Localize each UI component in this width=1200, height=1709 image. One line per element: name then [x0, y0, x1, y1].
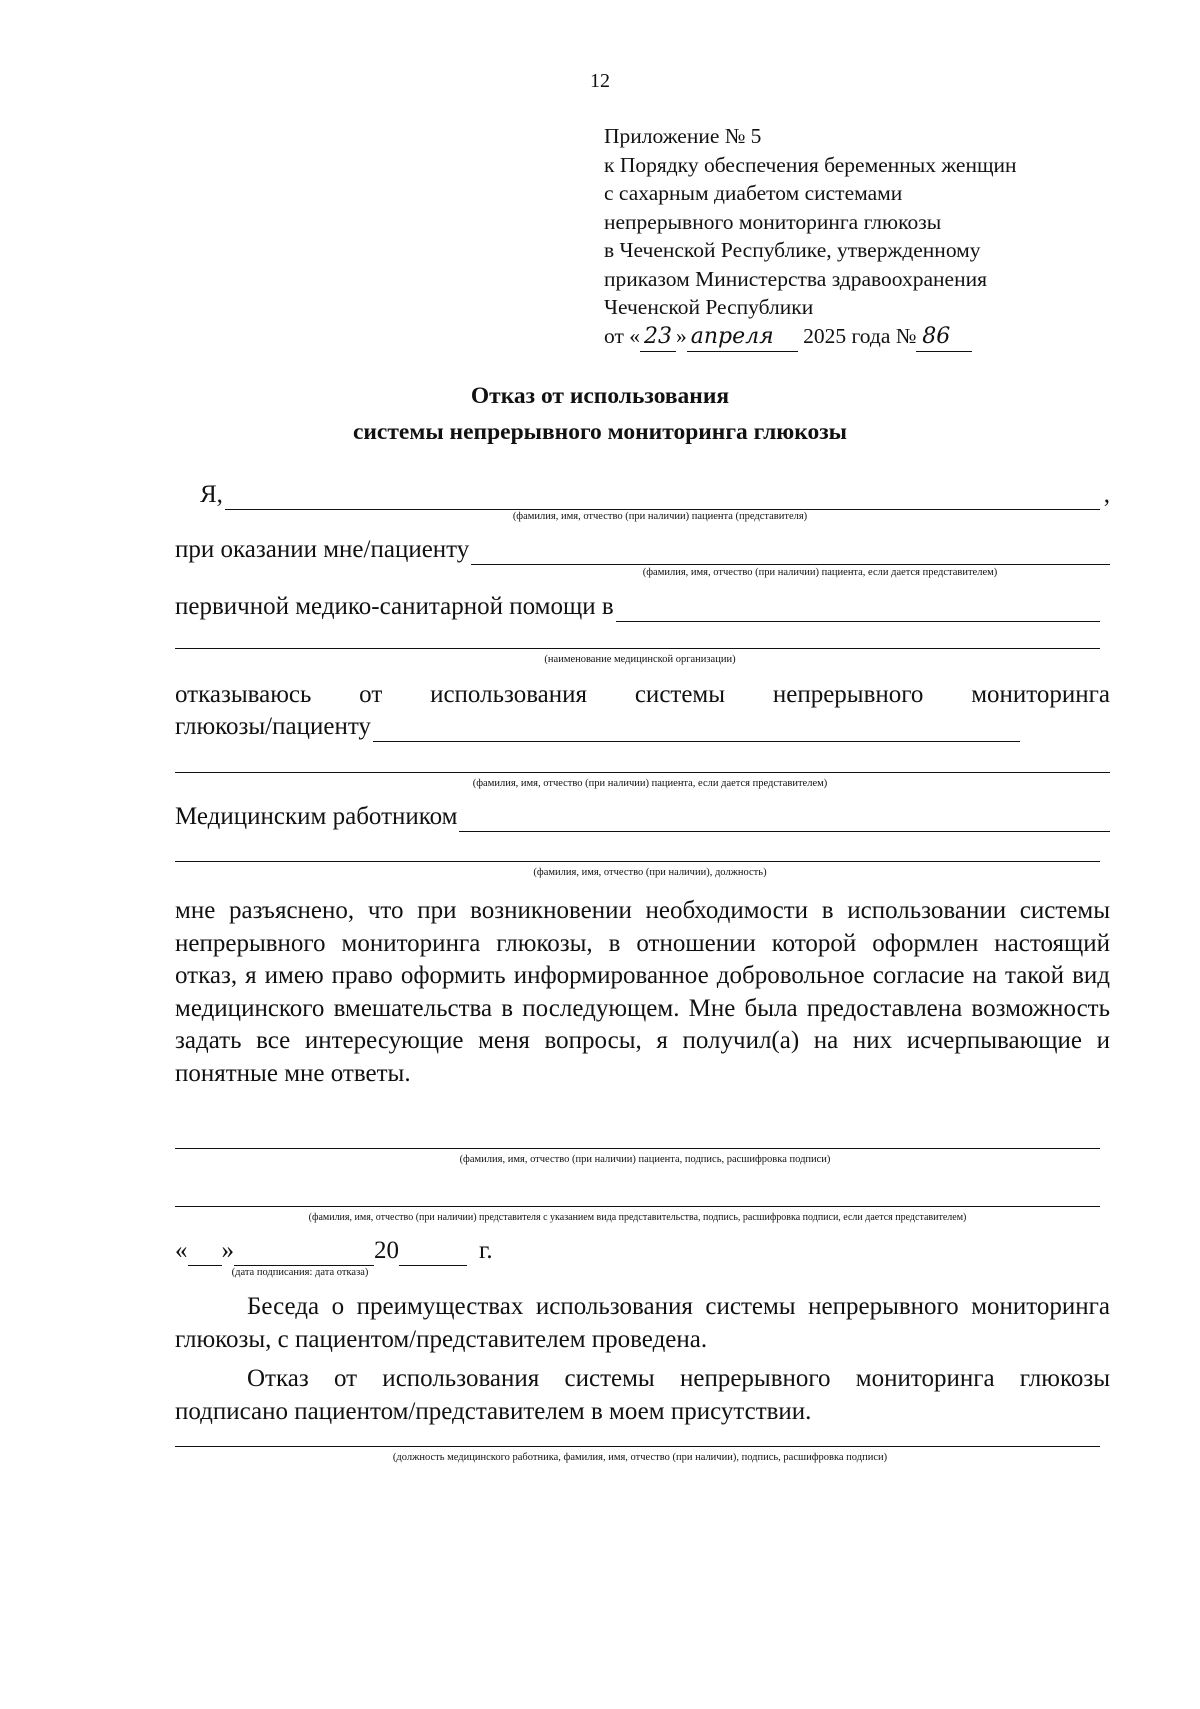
refuse-label: глюкозы/пациенту [175, 713, 371, 740]
date-open: « [175, 1237, 188, 1264]
annex-line: с сахарным диабетом системами [604, 181, 903, 205]
worker-signature-line[interactable] [175, 1446, 1100, 1447]
patient-name-field[interactable] [225, 485, 1100, 510]
medworker-field[interactable] [459, 807, 1110, 832]
date-year-text: 2025 года № [803, 323, 917, 348]
rep-signature-line[interactable] [175, 1206, 1100, 1207]
date-prefix: от « [604, 323, 640, 348]
date-year-suffix: г. [479, 1237, 493, 1264]
date-quote-close: » [676, 323, 687, 348]
explanation-paragraph: мне разъяснено, что при возникновении необходимости в использовании системы непрерывного мониторинга глюкозы, в отношении которой оформлен настоящий отказ, я имею право оформить информированное добровольное согласие на такой вид медицинского вмешательства в последующем. Мне была предоставлена возможность задать все интересующие меня вопросы, я получил(а) на них исчерпывающие и понятные мне ответы. [175, 897, 1110, 1087]
date-close: » [221, 1237, 234, 1264]
organization-line-2[interactable] [175, 648, 1100, 649]
handwritten-order-number: 86 [916, 323, 972, 353]
date-century: 20 [374, 1237, 399, 1264]
refuse-patient-field[interactable] [373, 717, 1020, 742]
annex-line: к Порядку обеспечения беременных женщин [604, 152, 1017, 177]
refuse-text: отказываюсь от использования системы непрерывного мониторинга [175, 681, 1110, 708]
caption-date: (дата подписания: дата отказа) [231, 1267, 369, 1278]
annex-line: приказом Министерства здравоохранения [604, 266, 988, 291]
annex-line: Приложение № 5 [604, 124, 762, 148]
annex-line: непрерывного мониторинга глюкозы [604, 209, 942, 234]
caption-patient-signature: (фамилия, имя, отчество (при наличии) пациента, подпись, расшифровка подписи) [459, 1154, 831, 1165]
title-line: Отказ от использования [470, 383, 730, 409]
handwritten-day: 23 [640, 323, 676, 353]
title-line: системы непрерывного мониторинга глюкозы [352, 419, 848, 445]
comma: , [1103, 481, 1110, 508]
provision-patient-field[interactable] [471, 540, 1110, 565]
caption-org: (наименование медицинской организации) [544, 654, 736, 665]
caption-patient-if-rep: (фамилия, имя, отчество (при наличии) пациента, если дается представителем) [642, 567, 998, 578]
provision-row [175, 535, 1110, 565]
conversation-paragraph: Беседа о преимуществах использования системы непрерывного мониторинга глюкозы, с пациентом/представителем проведена. [175, 1293, 1110, 1353]
caption-patient-if-rep-2: (фамилия, имя, отчество (при наличии) пациента, если дается представителем) [472, 778, 828, 789]
provision-label: при оказании мне/пациенту [175, 536, 470, 563]
caption-rep-signature: (фамилия, имя, отчество (при наличии) представителя с указанием вида представительства, подпись, расшифровка подписи, если дается представителем) [308, 1212, 967, 1223]
annex-line: в Чеченской Республике, утвержденному [604, 238, 981, 262]
caption-worker-signature: (должность медицинского работника, фамилия, имя, отчество (при наличии), подпись, расшифровка подписи) [392, 1452, 888, 1463]
medworker-label: Медицинским работником [175, 803, 458, 830]
date-day-field[interactable] [188, 1241, 222, 1266]
date-month-field[interactable] [234, 1241, 374, 1266]
patient-name-row [175, 480, 1110, 510]
refuse-row [175, 712, 1020, 742]
medworker-row [175, 802, 1110, 832]
signed-paragraph: Отказ от использования системы непрерывного мониторинга глюкозы подписано пациентом/представителем в моем присутствии. [175, 1365, 1110, 1425]
care-label: первичной медико-санитарной помощи в [175, 593, 614, 620]
handwritten-month: апреля [687, 323, 798, 353]
medworker-line-2[interactable] [175, 861, 1100, 862]
page-number: 12 [590, 70, 610, 92]
organization-field[interactable] [616, 597, 1100, 622]
signing-date-row [175, 1236, 493, 1266]
annex-line: Чеченской Республики [604, 295, 814, 319]
refuse-patient-line-2[interactable] [175, 772, 1110, 773]
patient-signature-line[interactable] [175, 1148, 1100, 1149]
care-row [175, 592, 1100, 622]
caption-patient: (фамилия, имя, отчество (при наличии) пациента (представителя) [512, 511, 808, 522]
ya-label: Я, [200, 481, 223, 508]
annex-header [604, 122, 1084, 352]
annex-order-date [604, 322, 1084, 353]
document-title [0, 378, 1200, 450]
date-year-field[interactable] [399, 1241, 467, 1266]
caption-medworker: (фамилия, имя, отчество (при наличии), должность) [533, 867, 767, 878]
